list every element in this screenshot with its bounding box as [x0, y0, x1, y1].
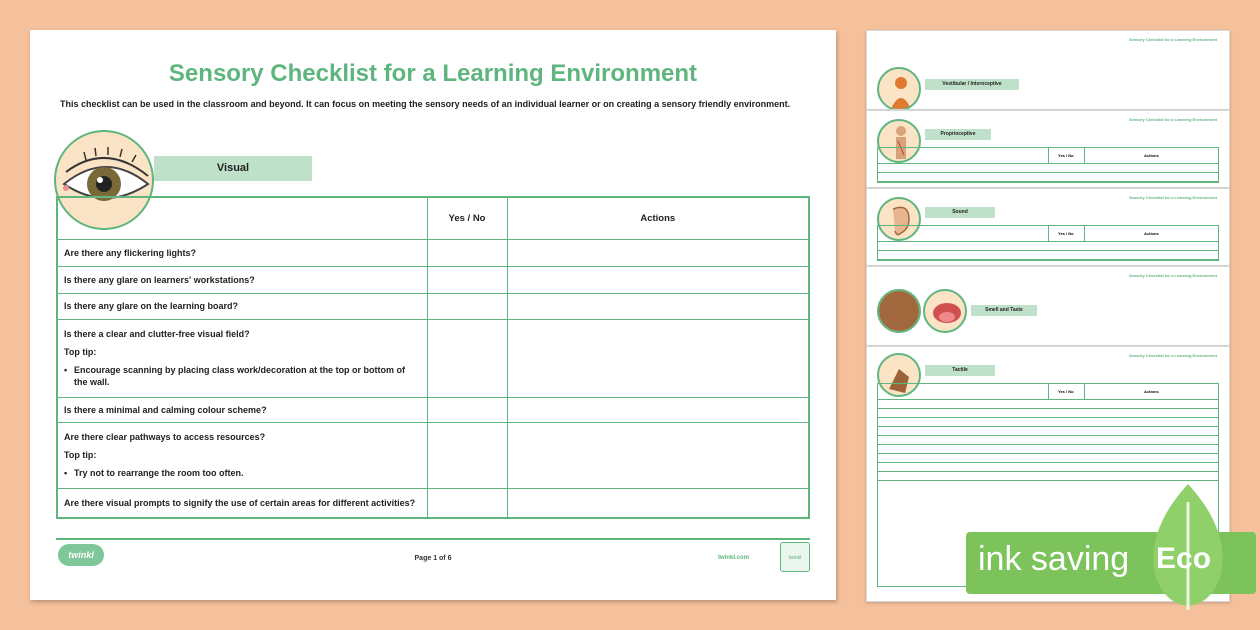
- section-heading: Tactile: [925, 365, 995, 376]
- table-row: [57, 422, 809, 488]
- preview-table: [877, 147, 1219, 183]
- col-yes: Yes / No: [1058, 389, 1074, 394]
- table-row: [57, 397, 809, 422]
- eco-label: Eco: [1156, 542, 1212, 575]
- section-heading-visual: Visual: [154, 156, 312, 181]
- yes-no-cell[interactable]: [427, 319, 507, 397]
- question-cell: Is there any glare on learners' workstations?: [57, 266, 427, 293]
- checklist-table: [56, 196, 810, 519]
- question-cell: Are there any flickering lights?: [57, 239, 427, 266]
- page-number: Page 1 of 6: [414, 555, 452, 562]
- actions-cell[interactable]: [507, 488, 809, 518]
- twinkl-logo: twinkl: [58, 544, 104, 566]
- question-cell: Are there visual prompts to signify the use of certain areas for different activities?: [57, 488, 427, 518]
- yes-no-cell[interactable]: [427, 488, 507, 518]
- table-row: [57, 319, 809, 397]
- table-header-yes-no: Yes / No: [427, 197, 507, 239]
- preview-page[interactable]: [866, 188, 1230, 266]
- yes-no-cell[interactable]: [427, 266, 507, 293]
- col-yes: Yes / No: [1058, 231, 1074, 236]
- document-page: [30, 30, 836, 600]
- tip-text: • Try not to rearrange the room too often.: [64, 467, 421, 479]
- question-cell: Is there any glare on the learning board?: [57, 293, 427, 319]
- table-row: [57, 266, 809, 293]
- actions-cell[interactable]: [507, 239, 809, 266]
- col-actions: Actions: [1144, 389, 1159, 394]
- preview-header: Sensory Checklist for a Learning Environment: [1128, 273, 1217, 278]
- footer-divider: [56, 538, 810, 540]
- tip-text: • Encourage scanning by placing class work/decoration at the top or bottom of the wall.: [64, 364, 421, 388]
- yes-no-cell[interactable]: [427, 239, 507, 266]
- question-cell: Is there a minimal and calming colour scheme?: [57, 397, 427, 422]
- preview-page[interactable]: [866, 30, 1230, 110]
- question-cell: [57, 319, 427, 397]
- actions-cell[interactable]: [507, 293, 809, 319]
- quality-badge: twinkl: [780, 542, 810, 572]
- yes-no-cell[interactable]: [427, 422, 507, 488]
- col-yes: Yes / No: [1058, 153, 1074, 158]
- preview-header: Sensory Checklist for a Learning Environment: [1128, 195, 1217, 200]
- preview-page[interactable]: [866, 110, 1230, 188]
- section-heading: Proprioceptive: [925, 129, 991, 140]
- actions-cell[interactable]: [507, 422, 809, 488]
- preview-header: Sensory Checklist for a Learning Environment: [1128, 353, 1217, 358]
- table-row: [57, 488, 809, 518]
- table-row: [57, 293, 809, 319]
- question-cell: [57, 422, 427, 488]
- page-title: Sensory Checklist for a Learning Environment: [168, 60, 698, 87]
- section-heading: Smell and Taste: [971, 305, 1037, 316]
- nose-icon: [877, 289, 921, 333]
- question-text: Are there clear pathways to access resources?: [64, 432, 266, 442]
- intro-text: This checklist can be used in the classroom and beyond. It can focus on meeting the sensory needs of an individual learner or on creating a sensory friendly environment.: [60, 99, 791, 109]
- preview-table: [877, 225, 1219, 261]
- mouth-icon: [923, 289, 967, 333]
- yes-no-cell[interactable]: [427, 293, 507, 319]
- actions-cell[interactable]: [507, 319, 809, 397]
- col-actions: Actions: [1144, 231, 1159, 236]
- yes-no-cell[interactable]: [427, 397, 507, 422]
- section-heading: Sound: [925, 207, 995, 218]
- table-header-blank: [57, 197, 427, 239]
- site-link[interactable]: twinkl.com: [718, 555, 750, 561]
- table-header-actions: Actions: [507, 197, 809, 239]
- ink-saving-label: ink saving: [978, 540, 1130, 578]
- actions-cell[interactable]: [507, 266, 809, 293]
- tip-label: Top tip:: [64, 450, 97, 460]
- preview-page[interactable]: [866, 266, 1230, 346]
- actions-cell[interactable]: [507, 397, 809, 422]
- preview-header: Sensory Checklist for a Learning Environment: [1128, 117, 1217, 122]
- section-heading: Vestibular / Interoceptive: [925, 79, 1019, 90]
- question-text: Is there a clear and clutter-free visual field?: [64, 329, 250, 339]
- tip-label: Top tip:: [64, 347, 97, 357]
- col-actions: Actions: [1144, 153, 1159, 158]
- preview-header: Sensory Checklist for a Learning Environment: [1128, 37, 1217, 42]
- figure-icon: [877, 67, 921, 110]
- table-row: [57, 239, 809, 266]
